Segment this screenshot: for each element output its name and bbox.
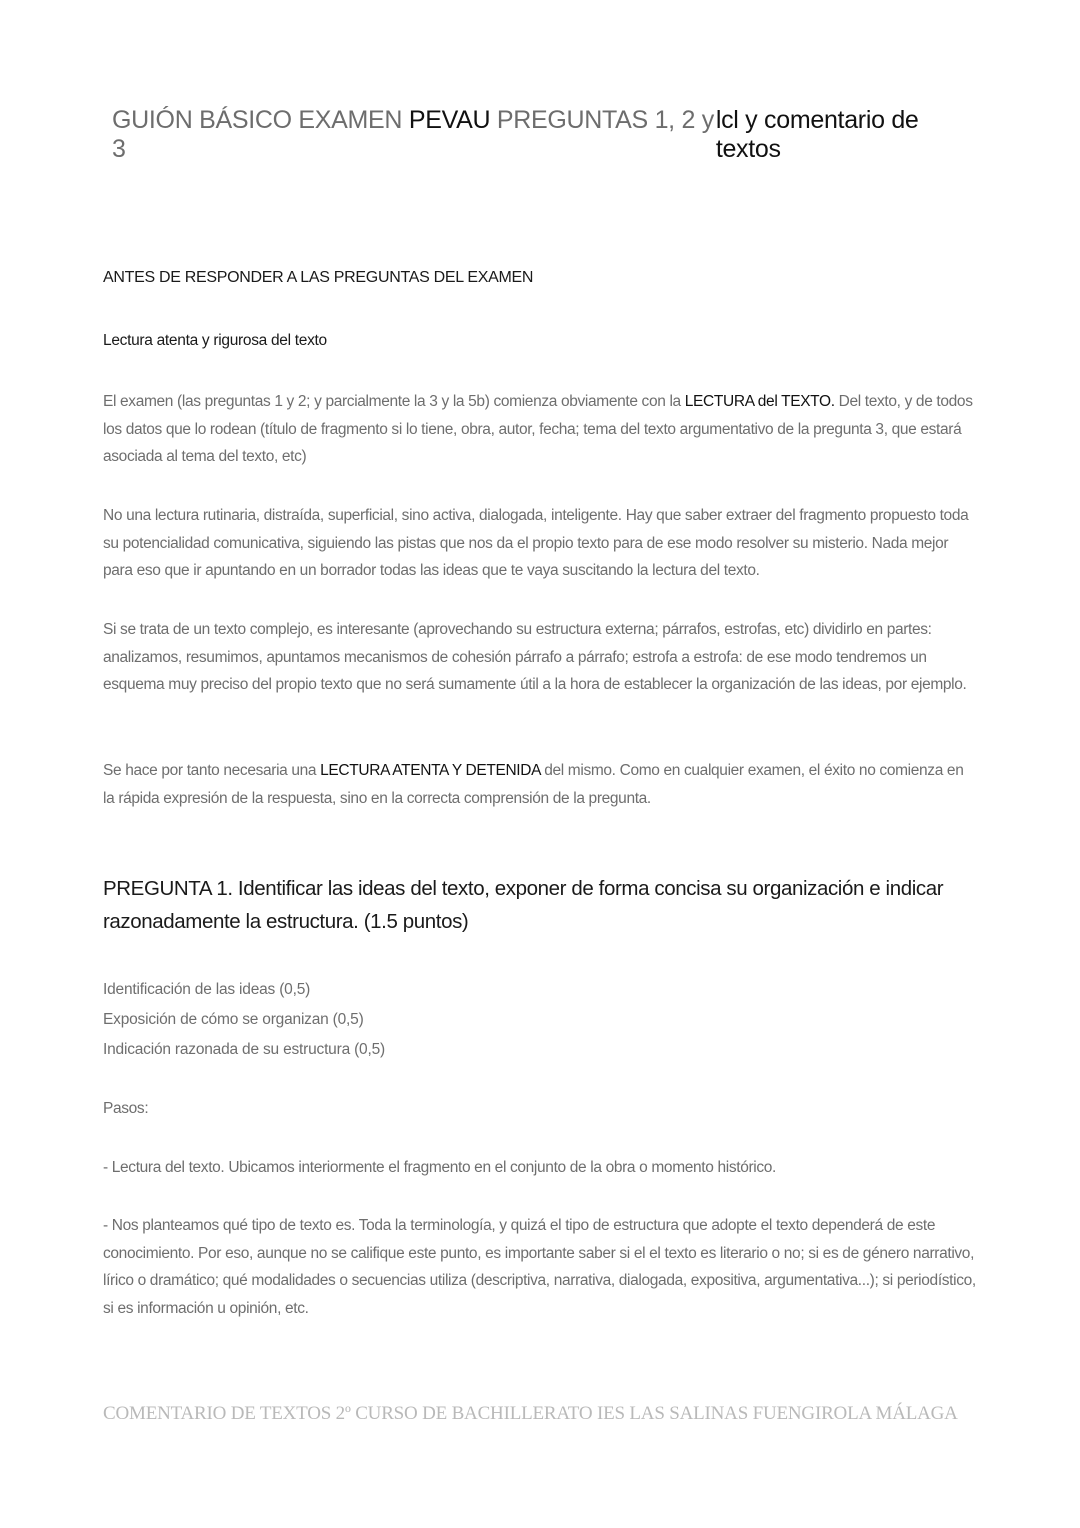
grading-criteria bbox=[103, 975, 385, 1065]
step-item: - Lectura del texto. Ubicamos interiormente el fragmento en el conjunto de la obra o momento histórico. bbox=[103, 1159, 777, 1176]
step-item: - Nos planteamos qué tipo de texto es. Toda la terminología, y quizá el tipo de estructura que adopte el texto dependerá de este conocimiento. Por eso, aunque no se califique este punto, es importante saber si el el texto es literario o no; si es de género narrativo, lírico o dramático; qué modalidades o secuencias utiliza (descriptiva, narrativa, dialogada, expositiva, argumentativa...); si periodístico, si es información u opinión, etc. bbox=[103, 1217, 976, 1317]
p1-emphasis: LECTURA del TEXTO. bbox=[684, 393, 835, 410]
intro-paragraph-3: Si se trata de un texto complejo, es interesante (aprovechando su estructura externa; párrafos, estrofas, etc) dividirlo en partes: analizamos, resumimos, apuntamos mecanismos de cohesión párrafo a párrafo; estrofa a estrofa: de ese modo tendremos un esquema muy preciso del propio texto que no será sumamente útil a la hora de establecer la organización de las ideas, por ejemplo. bbox=[103, 621, 967, 693]
steps-label: Pasos: bbox=[103, 1100, 149, 1117]
title-part1: GUIÓN BÁSICO EXAMEN bbox=[112, 106, 409, 134]
subsection-heading: Lectura atenta y rigurosa del texto bbox=[103, 332, 327, 349]
title-part2: PREGUNTAS 1, 2 y 3 bbox=[112, 106, 714, 163]
subject-label: lcl y comentario de textos bbox=[715, 106, 919, 163]
page-header bbox=[112, 106, 982, 164]
intro-paragraph-1 bbox=[103, 388, 978, 471]
section-heading: ANTES DE RESPONDER A LAS PREGUNTAS DEL EXAMEN bbox=[103, 269, 534, 286]
question-1-title: PREGUNTA 1. Identificar las ideas del texto, exponer de forma concisa su organización e indicar razonadamente la estructura. (1.5 puntos) bbox=[103, 877, 944, 933]
title-emphasis: PEVAU bbox=[408, 106, 491, 134]
p4-text-before: Se hace por tanto necesaria una bbox=[103, 762, 321, 779]
p4-emphasis: LECTURA ATENTA Y DETENIDA bbox=[320, 762, 541, 779]
p1-text-before: El examen (las preguntas 1 y 2; y parcialmente la 3 y la 5b) comienza obviamente con la bbox=[103, 393, 685, 410]
page-footer: COMENTARIO DE TEXTOS 2º CURSO DE BACHILLERATO IES LAS SALINAS FUENGIROLA MÁLAGA bbox=[103, 1403, 958, 1424]
criterion-item: Exposición de cómo se organizan (0,5) bbox=[103, 1011, 364, 1028]
intro-paragraph-4 bbox=[103, 757, 978, 812]
p1-text-after: Del texto, y de todos los datos que lo rodean (título de fragmento si lo tiene, obra, autor, fecha; tema del texto argumentativo de la pregunta 3, que estará asociada al tema del texto, etc) bbox=[103, 393, 973, 465]
criterion-item: Identificación de las ideas (0,5) bbox=[103, 981, 311, 998]
p4-text-after: del mismo. Como en cualquier examen, el éxito no comienza en la rápida expresión de la respuesta, sino en la correcta comprensión de la pregunta. bbox=[103, 762, 964, 807]
intro-paragraph-2: No una lectura rutinaria, distraída, superficial, sino activa, dialogada, inteligente. Hay que saber extraer del fragmento propuesto toda su potencialidad comunicativa, siguiendo las pistas que nos da el propio texto para de ese modo resolver su misterio. Nada mejor para eso que ir apuntando en un borrador todas las ideas que te vaya suscitando la lectura del texto. bbox=[103, 507, 969, 579]
criterion-item: Indicación razonada de su estructura (0,5) bbox=[103, 1041, 385, 1058]
document-title bbox=[112, 106, 716, 164]
